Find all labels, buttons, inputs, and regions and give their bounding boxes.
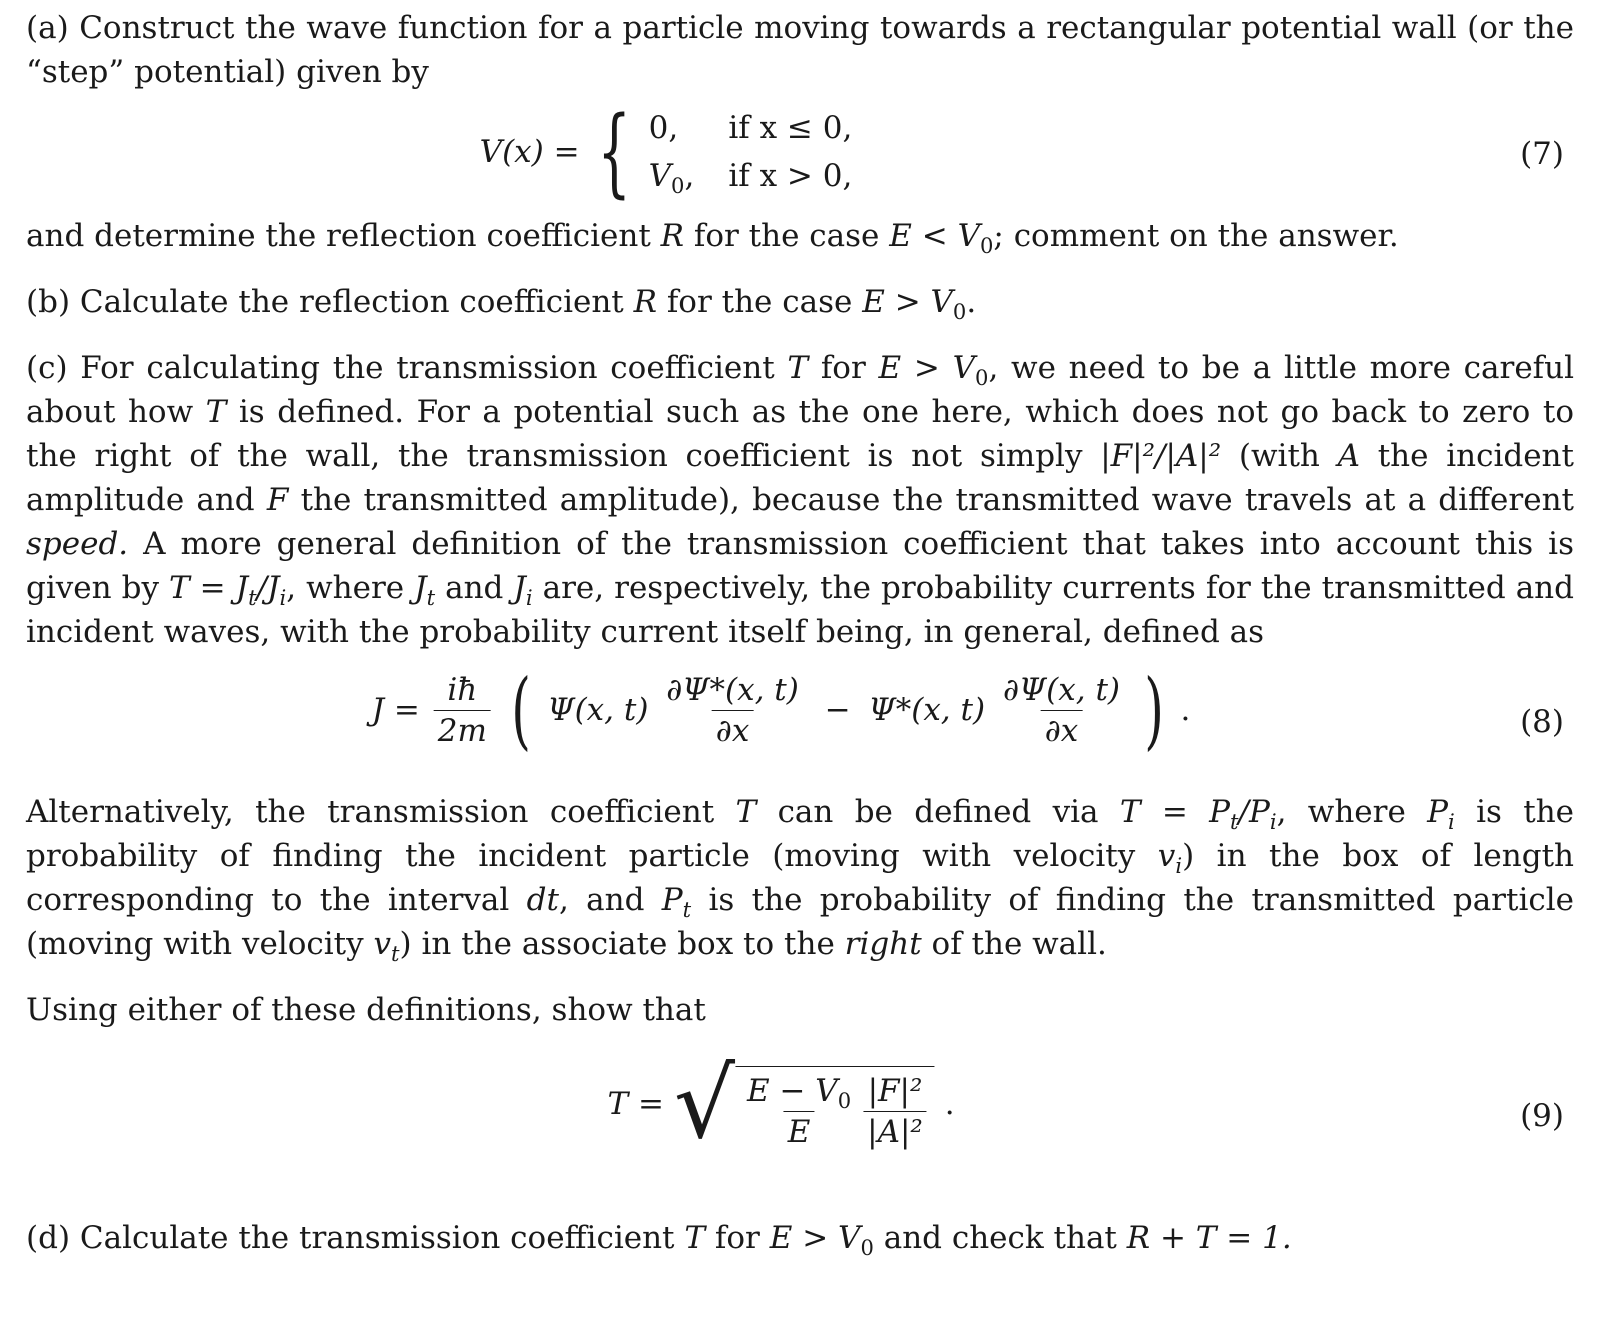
eq9-lhs: T = [607,1086,664,1122]
part-c: (c) For calculating the transmission coefficient T for $E > V_0$, we need to be a little more careful about how T is defined. For a potential such as the one here, which does not go back to zero to the right of the wall, the transmission coefficient is not simply |F|²/|A|² (with A the incident amplitude and F the transmitted amplitude), because the transmitted wave travels at a different speed. A more general definition of the transmission coefficient that takes into account this is given by $T = J_t/J_i$, where $J_t$ and $J_i$ are, respectively, the probability currents for the transmitted and incident waves, with the probability current itself being, in general, defined as [26,350,1575,650]
show-that: Using either of these definitions, show that [26,992,706,1028]
case1-value: 0, [648,110,679,146]
part-b: (b) Calculate the reflection coefficient R for the case $E > V_0$. [26,284,977,325]
eq8-derivative-1: $\frac{\partial\Psi*(x, t)}{\partial x}$ [666,671,799,749]
equation-number-8: (8) [1520,704,1564,740]
eq9-amplitude-ratio: $\frac{\text{|F|²}}{\text{|A|²}}$ [863,1071,927,1152]
alternative-definition: Alternatively, the transmission coefficient T can be defined via $T = P_t/P_i$, where $P_i$ is the probability of finding the incident particle (moving with velocity $v_i$) in the box of length corresponding to the interval dt, and $P_t$ is the probability of finding the transmitted particle (moving with velocity $v_t$) in the associate box to the right of the wall. [26,794,1575,967]
square-root [673,1048,935,1160]
eq7-lhs: V(x) = [479,134,580,170]
eq8-derivative-2: $\frac{\partial\Psi(x, t)}{\partial x}$ [1002,671,1120,749]
eq8-prefactor: $\frac{iħ}{2m}$ [434,670,491,751]
equation-number-9: (9) [1520,1098,1564,1134]
equation-number-7: (7) [1520,136,1564,172]
left-brace: { [597,96,631,208]
equation-9: T = √ $\frac{E - V_0}{E}$ $\frac{\text{|F|²}}{\text{|A|²}}$ . (9) [607,1048,1564,1160]
eq8-term2: Ψ*(x, t) [868,692,986,728]
part-d: (d) Calculate the transmission coefficient T for $E > V_0$ and check that R + T = 1. [26,1220,1292,1261]
problem-text [26,6,1574,1260]
right-paren: ) [1144,661,1165,759]
part-a-question: and determine the reflection coefficient R for the case $E < V_0$; comment on the answer. [26,218,1399,259]
equation-8: J = $\frac{iħ}{2m}$ ( Ψ(x, t) $\frac{\partial\Psi*(x, t)}{\partial x}$ − Ψ*(x, t) $\frac{\partial\Psi(x, t)}{\partial x}$ ) . (8) [371,661,1564,759]
radical-sign: √ [673,1048,735,1160]
eq8-term1: Ψ(x, t) [547,692,649,728]
eq8-lhs: J = [371,692,420,728]
left-paren: ( [511,661,531,759]
case2-value: $V_0$, [648,158,695,199]
eq9-energy-ratio: $\frac{E - V_0}{E}$ [747,1073,852,1150]
case1-condition: if x ≤ 0, [728,110,853,146]
equation-7 [26,96,1574,208]
case2-condition: if x > 0, [728,158,853,194]
part-a-intro: (a) Construct the wave function for a particle moving towards a rectangular potential wall (or the “step” potential) given by [26,10,1574,90]
